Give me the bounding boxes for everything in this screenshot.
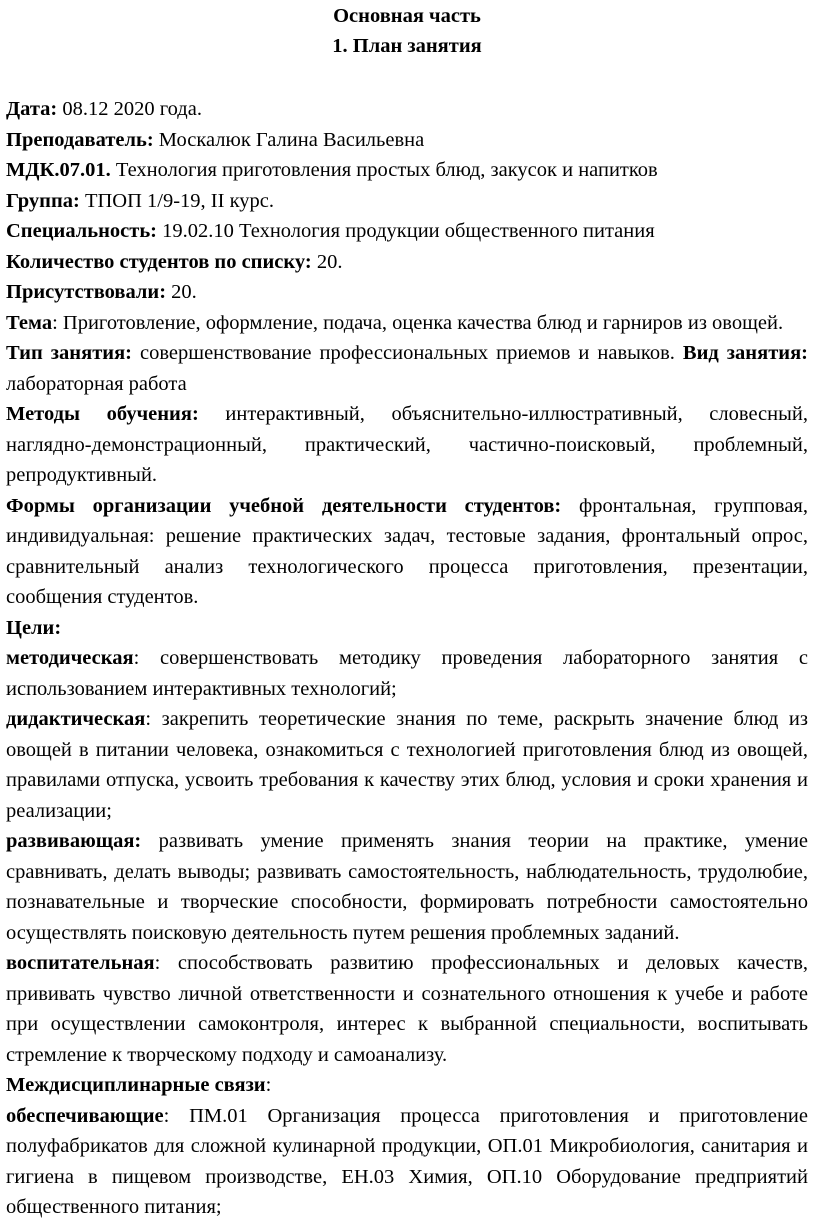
field-value: интерактивный, объяснительно-иллюстративный, словесный, наглядно-демонстрационный, практический, частично-поисковый, проблемный, репродуктивный. [6, 403, 808, 486]
field-label: Специальность: [6, 220, 158, 242]
lesson-type-paragraph [6, 338, 808, 399]
field-value: : совершенствовать методику проведения лабораторного занятия с использованием интерактивных технологий; [6, 647, 808, 700]
goal-methodical [6, 643, 808, 704]
goal-didactic [6, 704, 808, 826]
field-value: : ПМ.01 Организация процесса приготовления и приготовление полуфабрикатов для сложной кулинарной продукции, ОП.01 Микробиология, санитария и гигиена в пищевом производстве, ЕН.03 Химия, ОП.10 Оборудование предприятий общественного питания; [6, 1104, 808, 1218]
field-label: дидактическая [6, 708, 146, 730]
field-value: : закрепить теоретические знания по теме, раскрыть значение блюд из овощей в питании человека, ознакомиться с технологией приготовления блюд из овощей, правилами отпуска, усвоить требования к качеству этих блюд, условия и сроки хранения и реализации; [6, 708, 808, 822]
field-label: развивающая: [6, 830, 142, 852]
field-value: 20. [311, 250, 343, 273]
field-value: ТПОП 1/9-19, II курс. [79, 189, 274, 212]
students-count-line [6, 247, 808, 278]
goal-educational [6, 948, 808, 1070]
goals-heading [6, 613, 808, 644]
goal-developing [6, 826, 808, 948]
field-value: : способствовать развитию профессиональных и деловых качеств, прививать чувство личной ответственности и сознательного отношения к учебе и работе при осуществлении самоконтроля, интерес к выбранной специальности, воспитывать стремление к творческому подходу и самоанализу. [6, 952, 808, 1066]
field-label: Группа: [6, 189, 80, 212]
field-value: : [265, 1074, 272, 1096]
teacher-line [6, 125, 808, 156]
field-value: 08.12 2020 года. [57, 98, 202, 120]
field-label: Тип занятия: [6, 342, 132, 364]
field-value: совершенствование профессиональных приемов и навыков. [132, 342, 683, 364]
field-label: Преподаватель: [6, 128, 154, 151]
field-value: лабораторная работа [6, 372, 187, 395]
forms-paragraph [6, 491, 808, 613]
field-label: Тема [6, 311, 53, 334]
field-value: Технология приготовления простых блюд, закусок и напитков [110, 159, 658, 181]
interdisciplinary-heading [6, 1070, 808, 1101]
field-label: МДК.07.01. [6, 159, 111, 181]
field-label: методическая [6, 647, 134, 669]
field-value: 20. [166, 281, 197, 303]
field-value: развивать умение применять знания теории на практике, умение сравнивать, делать выводы; развивать самостоятельность, наблюдательность, трудолюбие, познавательные и творческие способности, формировать потребности самостоятельно осуществлять поисковую деятельность путем решения проблемных заданий. [6, 830, 808, 944]
date-line [6, 94, 808, 125]
section-heading: Основная часть [333, 5, 481, 27]
field-value: 19.02.10 Технология продукции общественного питания [157, 220, 655, 242]
field-label: Вид занятия: [682, 342, 808, 364]
group-line [6, 186, 808, 217]
attended-line [6, 277, 808, 308]
course-line [6, 155, 808, 186]
field-label: Формы организации учебной деятельности студентов: [6, 494, 562, 517]
topic-paragraph [6, 308, 808, 339]
plan-heading: 1. План занятия [332, 35, 482, 57]
field-label: Междисциплинарные связи [6, 1074, 266, 1096]
field-value: фронтальная, групповая, индивидуальная: решение практических задач, тестовые задания, фронтальный опрос, сравнительный анализ технологического процесса приготовления, презентации, сообщения студентов. [6, 494, 808, 608]
field-label: Дата: [6, 98, 58, 120]
field-value: : Приготовление, оформление, подача, оценка качества блюд и гарниров из овощей. [52, 311, 784, 334]
field-label: Присутствовали: [6, 281, 167, 303]
field-label: обеспечивающие [6, 1104, 164, 1127]
specialty-line [6, 216, 808, 247]
methods-paragraph [6, 399, 808, 491]
field-label: воспитательная [6, 952, 155, 974]
field-label: Методы обучения: [6, 403, 199, 425]
field-value: Москалюк Галина Васильевна [153, 128, 425, 151]
supporting-links-paragraph [6, 1101, 808, 1223]
field-label: Цели: [6, 616, 62, 639]
spacer [6, 61, 808, 94]
field-label: Количество студентов по списку: [6, 250, 312, 273]
